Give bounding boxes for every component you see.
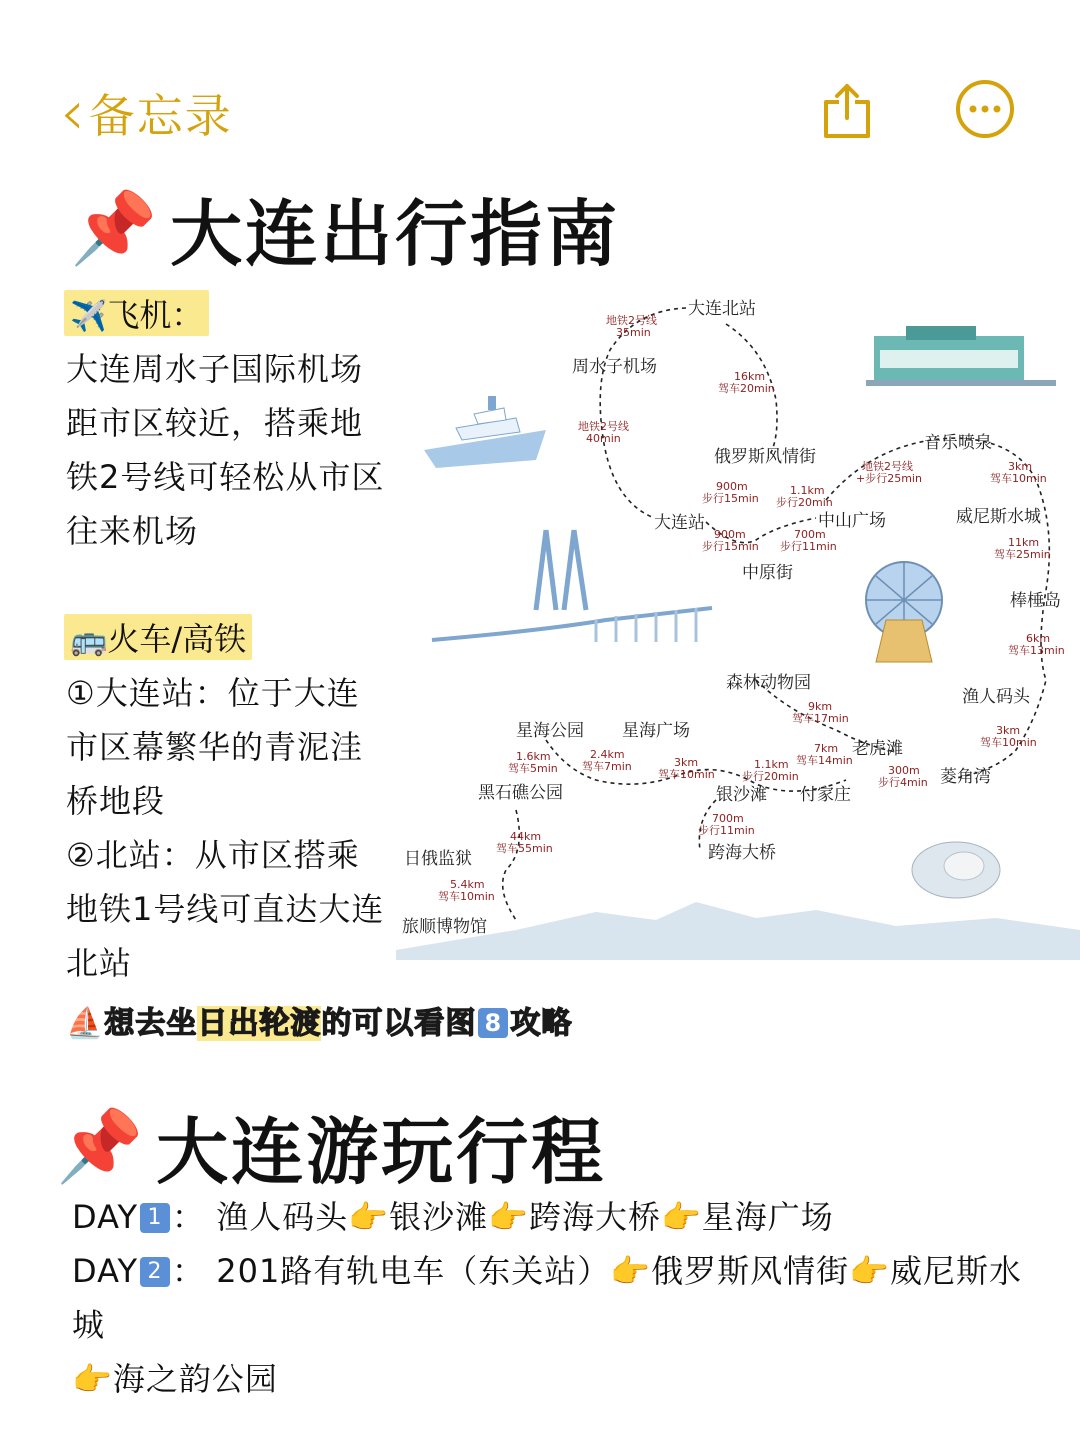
distance-label: 1.6km [516,750,551,763]
map-label-dalian-north: 大连北站 [688,299,756,319]
airplane-icon: ✈️ [70,299,108,334]
plane-description [66,342,396,558]
stop: 威尼斯水城 [72,1252,1023,1344]
more-icon[interactable] [954,78,1016,140]
distance-label: 11km [1008,536,1040,549]
train-description [66,666,396,990]
distance-label: 驾车5min [508,762,558,775]
stop: 跨海大桥 [528,1198,661,1236]
stop: 俄罗斯风情街 [651,1252,850,1290]
distance-label: 驾车14min [796,754,853,767]
distance-label: 700m [794,528,826,541]
globe-sculpture-illustration [866,562,942,662]
distance-label: 驾车55min [496,842,553,855]
day-prefix: DAY [72,1198,139,1236]
pushpin-icon: 📌 [56,1104,147,1187]
text-line: 距市区较近，搭乘地 [66,404,364,442]
distance-label: 驾车7min [582,760,632,773]
route-line [600,308,686,518]
distance-label: 步行11min [780,540,837,553]
distance-label: +步行25min [856,472,922,485]
tip-text: 的可以看图 [321,1006,477,1041]
day-prefix: DAY [72,1252,139,1290]
distance-label: 16km [734,370,766,383]
number-badge: 1 [140,1203,170,1233]
pointing-hand-icon: 👉 [849,1252,891,1290]
pointing-hand-icon: 👉 [488,1198,529,1236]
map-label-zhongshan: 中山广场 [818,511,886,531]
number-badge: 2 [140,1257,170,1287]
distance-label: 地铁2号线 [862,460,913,473]
stop: 星海广场 [701,1198,834,1236]
stop: 201路有轨电车（东关站） [216,1252,611,1290]
distance-label: 300m [888,764,920,777]
number-badge: 8 [478,1008,508,1038]
map-label-heishijiao: 黑石礁公园 [478,783,563,803]
map-label-prison: 日俄监狱 [404,849,472,869]
section-title-travel-guide [70,176,620,280]
tip-text: 攻略 [510,1006,573,1041]
distance-label: 地铁2号线 [606,314,657,327]
pointing-hand-icon: 👉 [348,1198,390,1236]
ferry-tip [66,998,572,1042]
distance-label: 44km [510,830,542,843]
pointing-hand-icon: 👉 [610,1252,652,1290]
distance-label: 1.1km [790,484,825,497]
map-label-bangchui: 棒棰岛 [1010,591,1061,611]
distance-label: 步行15min [702,492,759,505]
distance-label: 9km [808,700,833,713]
distance-label: 驾车20min [718,382,775,395]
distance-label: 驾车10min [990,472,1047,485]
map-label-zhoushuizi: 周水子机场 [572,357,657,377]
distance-label: 3km [674,756,699,769]
pushpin-icon: 📌 [70,186,161,269]
pointing-hand-icon: 👉 [660,1198,702,1236]
distance-label: 3km [996,724,1021,737]
pointing-hand-icon: 👉 [72,1360,113,1398]
text-line: 铁2号线可轻松从市区 [66,458,385,496]
map-label-dalian-station: 大连站 [654,513,705,533]
distance-label: 900m [714,528,746,541]
tip-highlight: 日出轮渡 [197,1006,322,1041]
back-label: 备忘录 [88,89,233,143]
text-line: 市区幕繁华的青泥洼 [66,728,364,766]
distance-label: 步行20min [742,770,799,783]
distance-label: 驾车13min [1008,644,1065,657]
map-label-sea-bridge: 跨海大桥 [708,843,776,863]
bus-icon: 🚌 [70,623,108,658]
day2-itinerary [72,1244,1042,1406]
section-title-itinerary [56,1094,606,1198]
text-line: ②北站：从市区搭乘 [66,836,360,874]
distance-label: 6km [1026,632,1051,645]
cruise-ship-illustration [424,396,546,468]
bridge-illustration [432,530,712,642]
distance-label: 3km [1008,460,1033,473]
distance-label: 35min [616,326,651,339]
map-label-xinghai-square: 星海广场 [622,721,690,741]
train-label-text: 火车/高铁 [107,620,247,658]
text-line: ①大连站：位于大连 [66,674,360,712]
chevron-left-icon: ‹ [60,76,85,149]
distance-label: 地铁2号线 [578,420,629,433]
text-line: 桥地段 [66,782,166,820]
map-label-fujiazhuang: 付家庄 [800,785,851,805]
text-line: 大连周水子国际机场 [66,350,364,388]
distance-label: 驾车10min [438,890,495,903]
title-text: 大连游玩行程 [156,1110,607,1194]
tip-text: 想去坐 [104,1006,198,1041]
distance-label: 步行15min [702,540,759,553]
distance-label: 900m [716,480,748,493]
distance-label: 步行4min [878,776,928,789]
stop: 银沙滩 [389,1198,489,1236]
distance-label: 步行20min [776,496,833,509]
distance-label: 5.4km [450,878,485,891]
distance-label: 40min [586,432,621,445]
distance-label: 步行11min [698,824,755,837]
sailboat-icon: ⛵ [66,1006,105,1041]
distance-label: 2.4km [590,748,625,761]
train-label [64,614,252,660]
mountain-decoration [396,902,1080,960]
map-label-russian-street: 俄罗斯风情街 [714,447,816,467]
oyster-illustration [912,842,1000,898]
title-text: 大连出行指南 [170,192,621,276]
distance-label: 驾车10min [658,768,715,781]
back-button[interactable] [60,76,233,149]
stop: 渔人码头 [216,1198,349,1236]
separator: ： [172,1198,206,1236]
day1-itinerary [72,1190,834,1244]
plane-label [64,290,209,336]
distance-label: 7km [814,742,839,755]
station-building-illustration [866,326,1056,386]
map-label-fisherman: 渔人码头 [962,687,1030,707]
map-label-xinghai-park: 星海公园 [516,721,584,741]
separator: ： [172,1252,206,1290]
distance-label: 驾车17min [792,712,849,725]
distance-label: 驾车10min [980,736,1037,749]
distance-label: 700m [712,812,744,825]
map-label-linjiaowan: 菱角湾 [940,767,991,787]
dalian-route-map [396,290,1080,960]
text-line: 往来机场 [66,512,199,550]
map-label-zhongyuan: 中原街 [742,563,793,583]
map-label-music-fountain: 音乐喷泉 [924,433,992,453]
map-label-yinshatan: 银沙滩 [716,785,767,805]
distance-label: 驾车25min [994,548,1051,561]
map-label-forest-zoo: 森林动物园 [726,673,811,693]
map-label-venice: 威尼斯水城 [956,507,1041,527]
route-line [503,810,520,920]
text-line: 北站 [66,944,133,982]
text-line: 地铁1号线可直达大连 [66,890,385,928]
map-label-lushun-museum: 旅顺博物馆 [402,917,487,937]
stop: 海之韵公园 [112,1360,278,1398]
distance-label: 1.1km [754,758,789,771]
plane-label-text: 飞机： [107,296,204,334]
map-label-laohutan: 老虎滩 [852,739,903,759]
share-icon[interactable] [820,82,874,140]
